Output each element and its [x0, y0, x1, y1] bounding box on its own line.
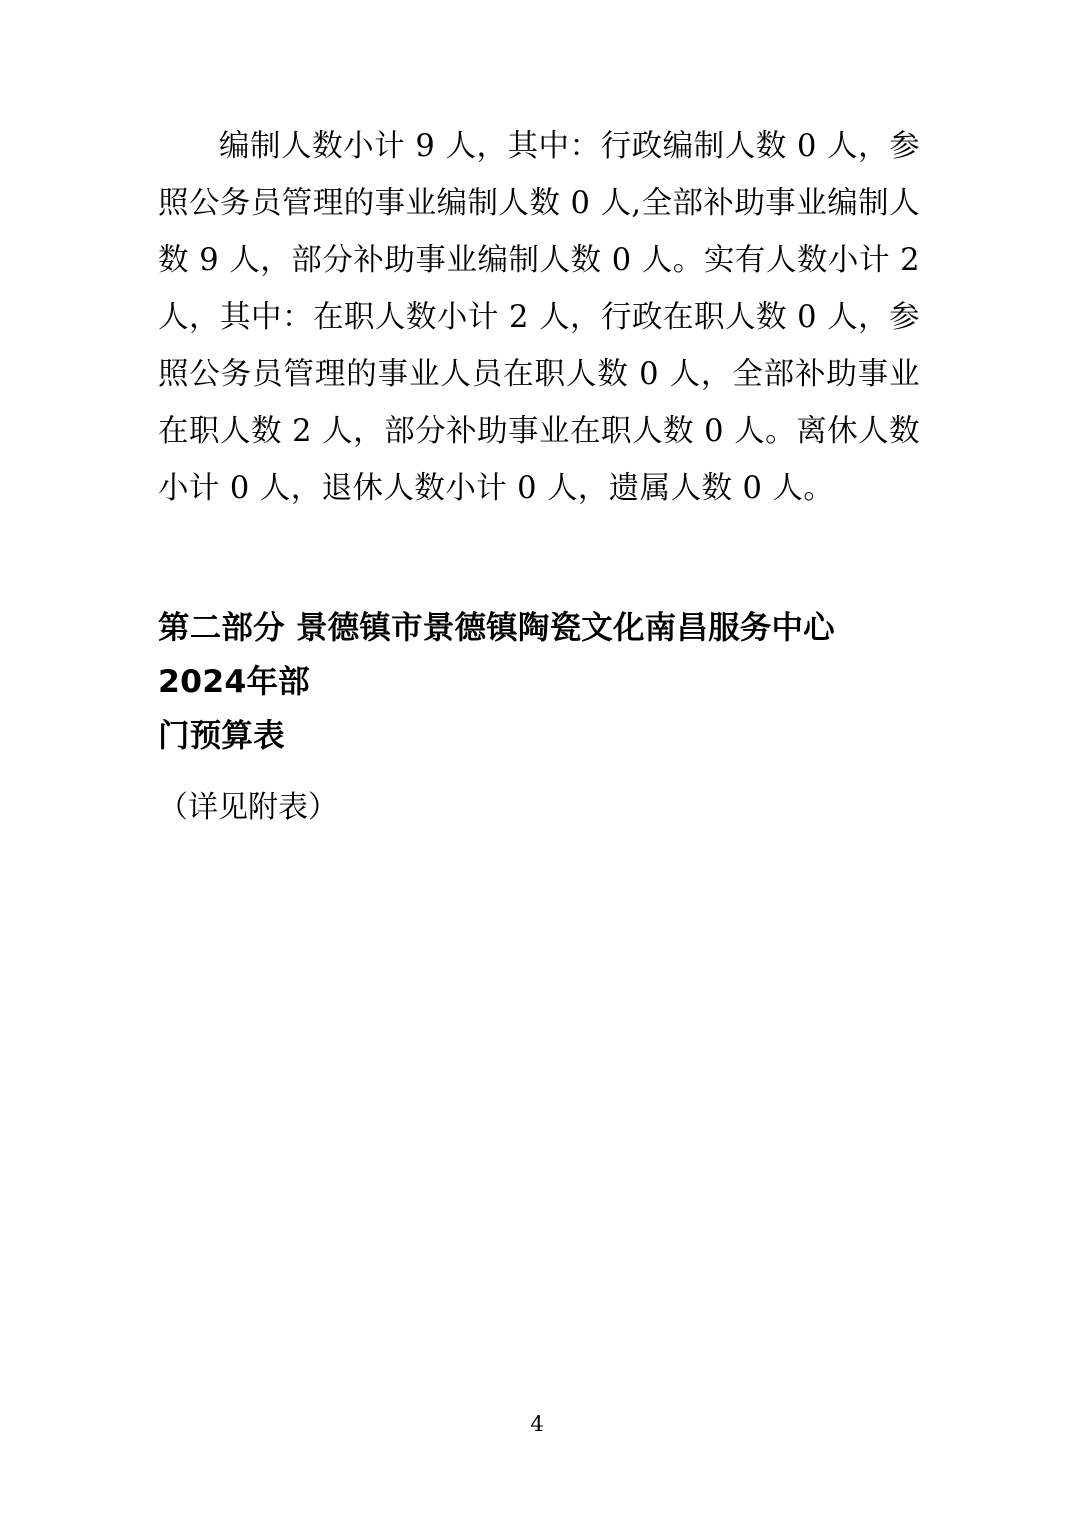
section-heading-line-2: 门预算表 [158, 718, 285, 754]
page-content [158, 118, 920, 833]
page-number: 4 [530, 1412, 544, 1436]
section-heading-block [158, 601, 923, 763]
section-heading-line-1: 第二部分 景德镇市景德镇陶瓷文化南昌服务中心2024年部 [158, 610, 835, 700]
staffing-paragraph: 编制人数小计 9 人，其中：行政编制人数 0 人，参照公务员管理的事业编制人数 0 人,全部补助事业编制人数 9 人，部分补助事业编制人数 0 人。实有人数小计 2 人，其中：在职人数小计 2 人，行政在职人数 0 人，参照公务员管理的事业人员在职人数 0 人，全部补助事业在职人数 2 人，部分补助事业在职人数 0 人。离休人数小计 0 人，退休人数小计 0 人，遗属人数 0 人。 [158, 129, 920, 506]
see-attachment-note: （详见附表） [158, 790, 338, 825]
